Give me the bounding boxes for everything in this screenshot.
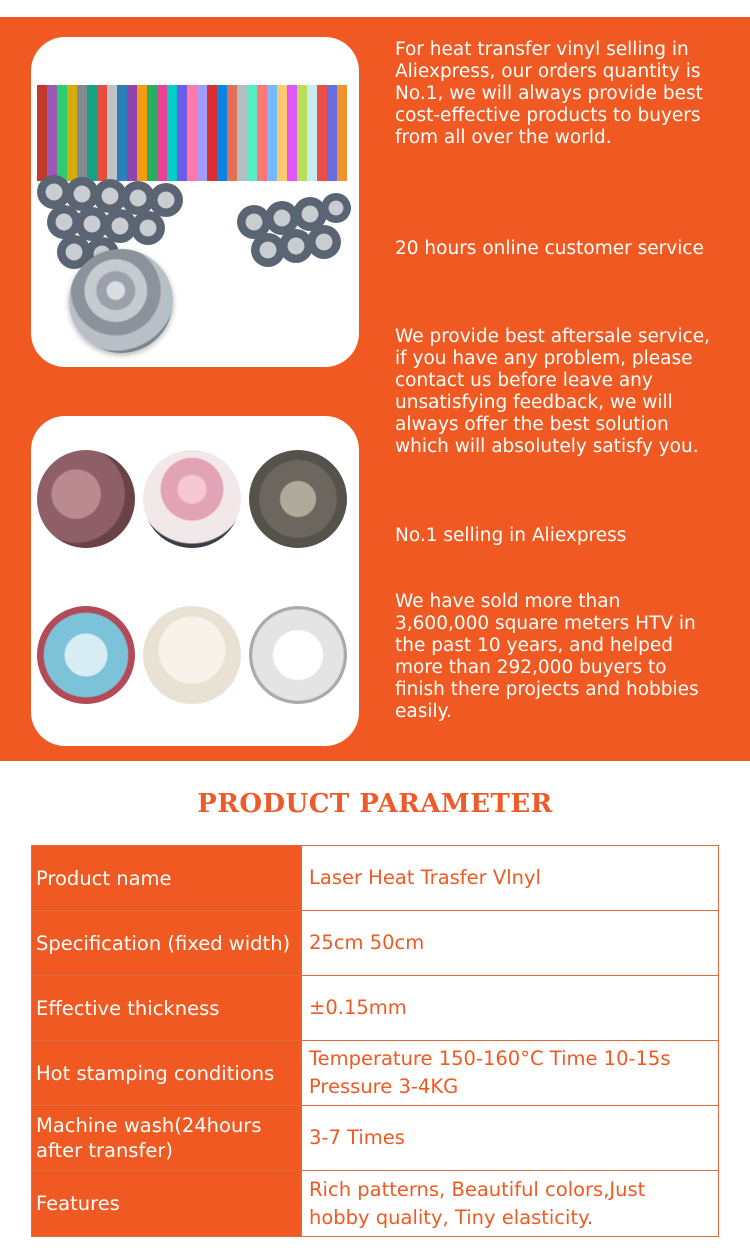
- table-row: [32, 1171, 718, 1236]
- param-value: Temperature 150-160°C Time 10-15s Pressure 3-4KG: [309, 1047, 671, 1098]
- sample-hoodies: [37, 450, 135, 548]
- info-aftersale: We provide best aftersale service, if you have any problem, please contact us before leave any unsatisfying feedback, we will always offer the best solution which will absolutely satisfy you.: [395, 326, 711, 457]
- sample-calligraphy-prints: [249, 606, 347, 704]
- table-row: [32, 976, 718, 1041]
- param-label: Machine wash(24hours after transfer): [32, 1106, 302, 1170]
- param-value: ±0.15mm: [309, 996, 407, 1019]
- table-row: [32, 1041, 718, 1106]
- table-row: [32, 1106, 718, 1171]
- table-row: [32, 846, 718, 911]
- section-title: PRODUCT PARAMETER: [197, 789, 553, 819]
- param-value: Laser Heat Trasfer Vlnyl: [309, 866, 541, 889]
- param-label: Product name: [32, 846, 302, 910]
- parameter-table: [31, 845, 719, 1237]
- info-selling-no1: No.1 selling in Aliexpress: [395, 525, 627, 546]
- sample-projects-photo: [31, 416, 359, 746]
- param-value: 3-7 Times: [309, 1126, 405, 1149]
- param-value: Rich patterns, Beautiful colors,Just hobby quality, Tiny elasticity.: [309, 1177, 646, 1229]
- vinyl-rolls-photo: [31, 37, 359, 367]
- info-customer-service: 20 hours online customer service: [395, 238, 704, 259]
- sample-balloon: [37, 606, 135, 704]
- table-row: [32, 911, 718, 976]
- param-label: Effective thickness: [32, 976, 302, 1040]
- param-value: 25cm 50cm: [309, 931, 425, 954]
- sample-masks: [249, 450, 347, 548]
- param-label: Specification (fixed width): [32, 911, 302, 975]
- info-sales-rank: For heat transfer vinyl selling in Aliexpress, our orders quantity is No.1, we will always provide best cost-effective products to buyers from all over the world.: [395, 39, 703, 148]
- sample-baby-shirts: [143, 450, 241, 548]
- param-label: Hot stamping conditions: [32, 1041, 302, 1105]
- sample-onesie: [143, 606, 241, 704]
- promo-banner: [0, 17, 750, 761]
- magnifier-detail: [69, 249, 173, 353]
- info-sales-volume: We have sold more than 3,600,000 square meters HTV in the past 10 years, and helped more than 292,000 buyers to finish there projects and hobbies easily.: [395, 591, 699, 722]
- param-label: Features: [32, 1171, 302, 1236]
